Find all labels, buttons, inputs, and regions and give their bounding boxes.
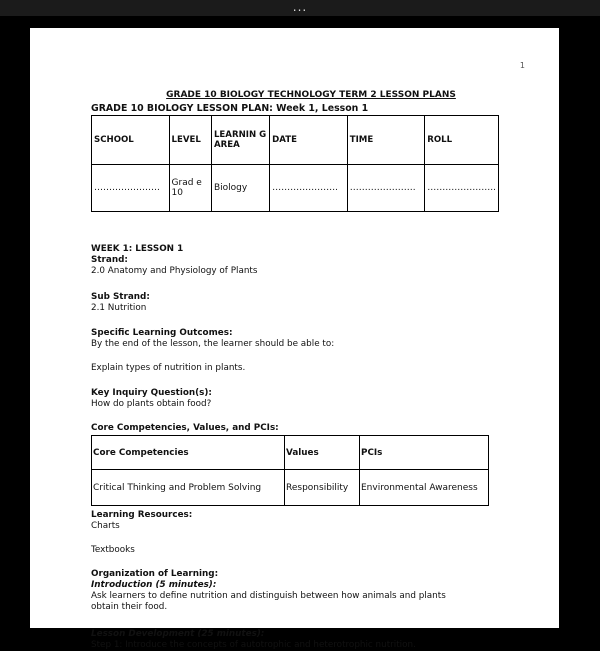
step-item: Step 1: Introduce the concepts of autotrophic and heterotrophic nutrition. <box>91 640 416 650</box>
document-subtitle: GRADE 10 BIOLOGY LESSON PLAN: Week 1, Lesson 1 <box>91 103 369 114</box>
header-date: DATE <box>270 116 348 165</box>
sub-strand-section <box>91 292 150 314</box>
value-level: Grad e 10 <box>169 165 211 212</box>
core-competencies-table <box>91 435 489 506</box>
kiq-section <box>91 388 212 410</box>
introduction-line: obtain their food. <box>91 602 168 612</box>
header-pcis: PCIs <box>360 436 489 470</box>
header-time: TIME <box>347 116 425 165</box>
value-date: …………………. <box>270 165 348 212</box>
table-row <box>92 165 499 212</box>
value-roll: ………………….. <box>425 165 499 212</box>
organization-label: Organization of Learning: <box>91 569 219 579</box>
outcomes-intro: By the end of the lesson, the learner should be able to: <box>91 339 335 349</box>
value-learning-area: Biology <box>211 165 269 212</box>
value-school: …………………. <box>92 165 170 212</box>
header-core-competencies: Core Competencies <box>92 436 285 470</box>
lesson-heading: WEEK 1: LESSON 1 <box>91 244 184 254</box>
core-competencies-label: Core Competencies, Values, and PCIs: <box>91 423 279 433</box>
table-row <box>92 116 499 165</box>
header-learning-area: LEARNIN G AREA <box>211 116 269 165</box>
value-pcis: Environmental Awareness <box>360 470 489 506</box>
outcome-item: Explain types of nutrition in plants. <box>91 363 246 373</box>
resources-label: Learning Resources: <box>91 510 193 520</box>
more-options-icon[interactable]: ... <box>292 0 308 14</box>
sub-strand-value: 2.1 Nutrition <box>91 303 147 313</box>
window-top-bar <box>0 0 600 16</box>
strand-value: 2.0 Anatomy and Physiology of Plants <box>91 266 258 276</box>
document-page <box>30 28 559 650</box>
value-time: …………………. <box>347 165 425 212</box>
table-row <box>92 470 489 506</box>
introduction-line: Ask learners to define nutrition and distinguish between how animals and plants <box>91 591 446 601</box>
introduction-label: Introduction (5 minutes): <box>91 580 217 590</box>
value-core-competencies: Critical Thinking and Problem Solving <box>92 470 285 506</box>
header-values: Values <box>285 436 360 470</box>
organization-section <box>91 569 501 613</box>
page-number: 1 <box>519 61 525 70</box>
header-school: SCHOOL <box>92 116 170 165</box>
outcomes-section <box>91 328 334 350</box>
kiq-value: How do plants obtain food? <box>91 399 212 409</box>
resources-section <box>91 510 192 532</box>
document-title: GRADE 10 BIOLOGY TECHNOLOGY TERM 2 LESSON PLANS <box>166 90 456 100</box>
outcomes-label: Specific Learning Outcomes: <box>91 328 233 338</box>
header-roll: ROLL <box>425 116 499 165</box>
kiq-label: Key Inquiry Question(s): <box>91 388 212 398</box>
table-row <box>92 436 489 470</box>
lesson-header-section <box>91 244 257 277</box>
value-values: Responsibility <box>285 470 360 506</box>
resource-item: Charts <box>91 521 120 531</box>
header-level: LEVEL <box>169 116 211 165</box>
lesson-meta-table <box>91 115 499 212</box>
lesson-development-section <box>91 629 501 651</box>
strand-label: Strand: <box>91 255 128 265</box>
sub-strand-label: Sub Strand: <box>91 292 150 302</box>
lesson-development-label: Lesson Development (25 minutes): <box>91 629 265 639</box>
resource-item: Textbooks <box>91 545 135 555</box>
